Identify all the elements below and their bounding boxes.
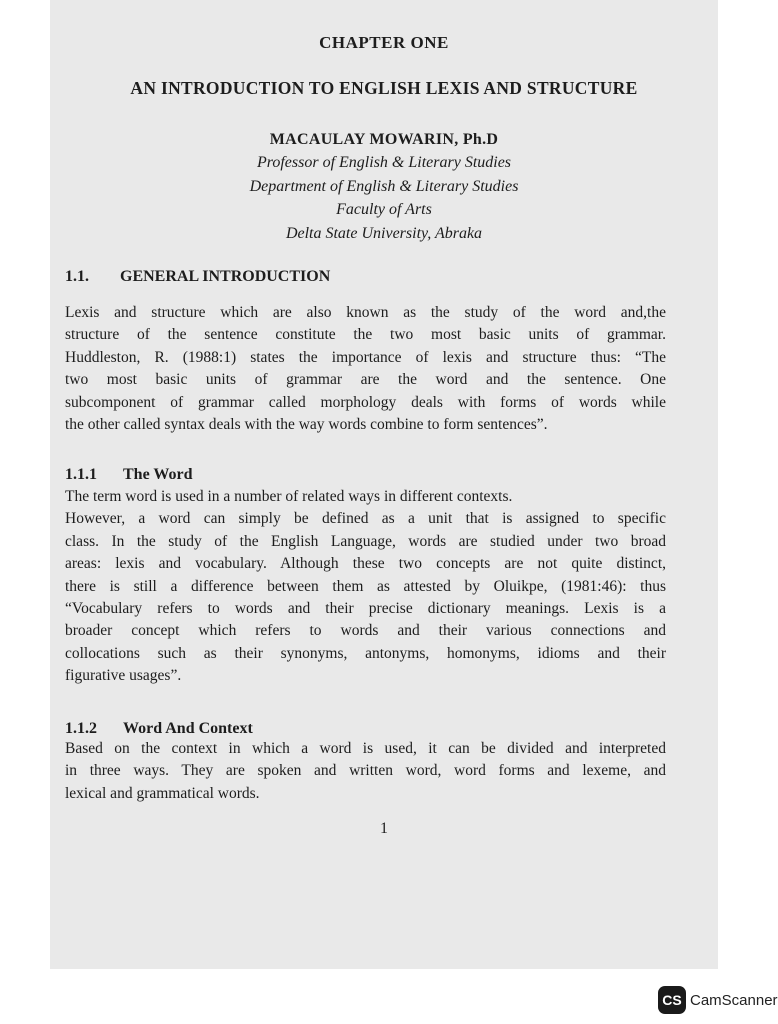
page-number: 1 xyxy=(380,820,388,837)
section-paragraph xyxy=(65,302,666,436)
paragraph-line: lexical and grammatical words. xyxy=(65,784,260,802)
section-title: GENERAL INTRODUCTION xyxy=(120,268,331,285)
chapter-label: CHAPTER ONE xyxy=(319,33,449,52)
paragraph-line: Huddleston, R. (1988:1) states the importance of lexis and structure thus: “The xyxy=(65,348,666,366)
paragraph-line: areas: lexis and vocabulary. Although these two concepts are not quite distinct, xyxy=(65,555,666,573)
section-number: 1.1.1 xyxy=(65,466,97,483)
paragraph-line: structure of the sentence constitute the two most basic units of grammar. xyxy=(65,326,666,344)
scanned-page xyxy=(50,0,718,969)
camscanner-app-name: CamScanner xyxy=(690,991,778,1009)
paragraph-line: However, a word can simply be defined as a unit that is assigned to specific xyxy=(65,510,666,528)
camscanner-watermark xyxy=(658,986,778,1014)
paragraph-line: The term word is used in a number of related ways in different contexts. xyxy=(65,488,513,505)
author-affiliation: Faculty of Arts xyxy=(336,201,432,218)
section-paragraph xyxy=(65,738,666,805)
section-heading xyxy=(65,720,253,738)
author-affiliation: Professor of English & Literary Studies xyxy=(256,154,512,171)
paragraph-line: broader concept which refers to words and their various connections and xyxy=(65,622,666,640)
paragraph-line: class. In the study of the English Language, words are studied under two broad xyxy=(65,532,666,550)
paragraph-line: Lexis and structure which are also known as the study of the word and,the xyxy=(65,304,666,321)
section-paragraph xyxy=(65,486,666,688)
paragraph-line: Based on the context in which a word is used, it can be divided and interpreted xyxy=(65,740,666,757)
section-heading xyxy=(65,466,193,484)
author-block xyxy=(50,128,718,245)
paragraph-line: there is still a difference between them as attested by Oluikpe, (1981:46): thus xyxy=(65,577,666,595)
author-name: MACAULAY MOWARIN, Ph.D xyxy=(269,131,499,148)
paragraph-line: the other called syntax deals with the way words combine to form sentences”. xyxy=(65,416,548,434)
paragraph-line: figurative usages”. xyxy=(65,667,182,685)
author-affiliation: Department of English & Literary Studies xyxy=(249,177,519,195)
paragraph-line: subcomponent of grammar called morphology deals with forms of words while xyxy=(65,393,666,411)
author-affiliation: Delta State University, Abraka xyxy=(285,224,483,242)
section-number: 1.1.2 xyxy=(65,720,97,737)
paragraph-line: two most basic units of grammar are the word and the sentence. One xyxy=(65,371,666,389)
paragraph-line: in three ways. They are spoken and written word, word forms and lexeme, and xyxy=(65,762,666,780)
section-heading xyxy=(65,268,330,286)
chapter-title: AN INTRODUCTION TO ENGLISH LEXIS AND STRUCTURE xyxy=(130,78,638,98)
section-number: 1.1. xyxy=(65,268,89,285)
camscanner-logo-icon: CS xyxy=(658,986,686,1014)
section-title: The Word xyxy=(123,466,193,483)
paragraph-line: “Vocabulary refers to words and their precise dictionary meanings. Lexis is a xyxy=(65,600,666,618)
paragraph-line: collocations such as their synonyms, antonyms, homonyms, idioms and their xyxy=(65,644,666,662)
section-title: Word And Context xyxy=(123,720,253,737)
